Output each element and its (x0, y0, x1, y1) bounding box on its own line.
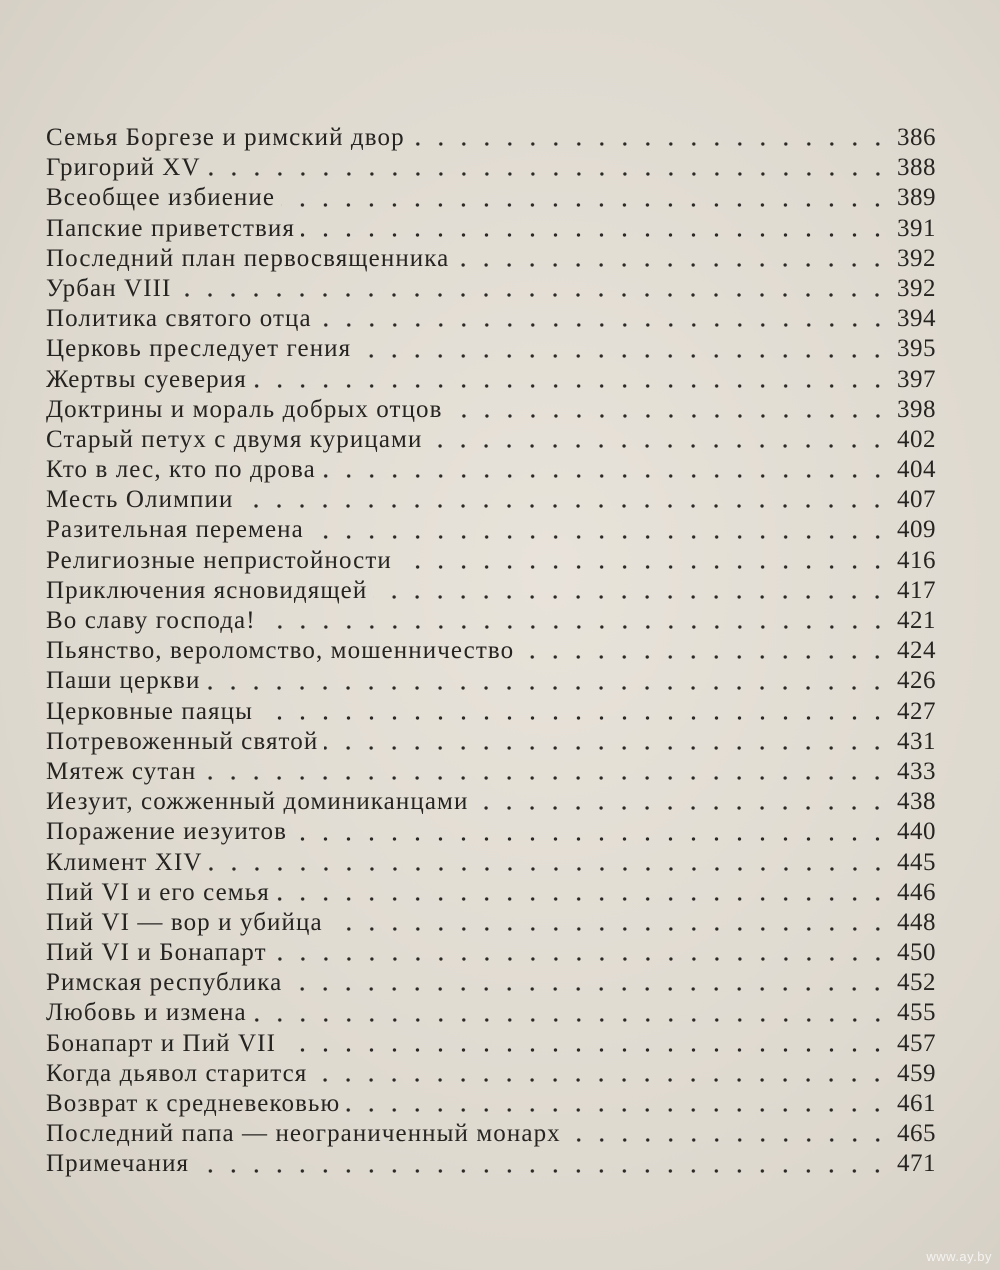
toc-entry-page-number: 431 (897, 727, 936, 755)
toc-entry-page-number: 445 (897, 848, 936, 876)
dot-leader (281, 186, 889, 208)
dot-leader (324, 729, 889, 751)
toc-entry (46, 878, 936, 908)
table-of-contents (46, 123, 936, 1180)
toc-entry (46, 576, 936, 606)
dot-leader (288, 970, 889, 992)
toc-entry-page-number: 427 (897, 697, 936, 725)
toc-entry (46, 1089, 936, 1119)
toc-entry-page-number: 407 (897, 486, 936, 514)
toc-entry (46, 938, 936, 968)
toc-entry-title: Последний папа — неограниченный монарх (46, 1120, 561, 1148)
toc-entry (46, 515, 936, 545)
dot-leader (259, 699, 889, 721)
toc-entry-title: Паши церкви (46, 667, 201, 695)
toc-entry-page-number: 416 (897, 546, 936, 574)
toc-entry-title: Пий VI и Бонапарт (46, 939, 267, 967)
toc-entry-title: Любовь и измена (46, 999, 247, 1027)
toc-entry (46, 214, 936, 244)
dot-leader (253, 367, 889, 389)
toc-entry-title: Месть Олимпии (46, 486, 234, 514)
toc-entry-page-number: 417 (897, 576, 936, 604)
toc-entry (46, 636, 936, 666)
toc-entry-title: Церковь преследует гения (46, 335, 352, 363)
toc-entry-page-number: 398 (897, 395, 936, 423)
toc-entry-title: Пий VI и его семья (46, 878, 270, 906)
dot-leader (195, 1152, 889, 1174)
toc-entry-page-number: 433 (897, 757, 936, 785)
toc-entry-page-number: 452 (897, 969, 936, 997)
dot-leader (329, 910, 889, 932)
toc-entry (46, 123, 936, 153)
toc-entry-page-number: 424 (897, 637, 936, 665)
dot-leader (373, 578, 889, 600)
toc-entry (46, 153, 936, 183)
toc-entry (46, 727, 936, 757)
toc-entry (46, 365, 936, 395)
toc-entry (46, 757, 936, 787)
toc-entry-title: Церковные паяцы (46, 697, 254, 725)
toc-entry-title: Семья Боргезе и римский двор (46, 124, 405, 151)
dot-leader (520, 638, 889, 660)
toc-entry (46, 304, 936, 334)
toc-entry-page-number: 457 (897, 1029, 936, 1057)
toc-entry (46, 485, 936, 515)
toc-entry-page-number: 461 (897, 1090, 936, 1117)
toc-entry-page-number: 389 (897, 184, 936, 212)
toc-entry-title: Папские приветствия (46, 214, 296, 242)
toc-entry-page-number: 471 (897, 1150, 936, 1178)
toc-entry-page-number: 450 (897, 939, 936, 967)
toc-entry-title: Всеобщее избиение (46, 184, 276, 212)
toc-entry-title: Пьянство, вероломство, мошенничество (46, 637, 515, 665)
toc-entry-page-number: 402 (897, 425, 936, 453)
toc-entry-page-number: 426 (897, 667, 936, 695)
toc-entry-page-number: 409 (897, 516, 936, 544)
toc-entry (46, 546, 936, 576)
dot-leader (253, 1001, 889, 1023)
dot-leader (239, 487, 889, 509)
toc-entry-title: Примечания (46, 1150, 190, 1178)
dot-leader (273, 940, 889, 962)
dot-leader (357, 337, 889, 359)
toc-entry-title: Доктрины и мораль добрых отцов (46, 395, 443, 423)
toc-entry-page-number: 404 (897, 456, 936, 484)
dot-leader (202, 759, 889, 781)
toc-entry-title: Жертвы суеверия (46, 365, 247, 393)
toc-entry-page-number: 446 (897, 878, 936, 906)
watermark: www.ay.by (926, 1249, 992, 1264)
toc-entry-title: Мятеж сутан (46, 757, 197, 785)
toc-entry-title: Во славу господа! (46, 607, 256, 634)
toc-entry (46, 425, 936, 455)
toc-entry (46, 1149, 936, 1179)
toc-entry-title: Последний план первосвященника (46, 244, 450, 272)
toc-entry-title: Когда дьявол старится (46, 1059, 308, 1087)
toc-entry (46, 817, 936, 847)
dot-leader (411, 125, 889, 147)
toc-entry (46, 787, 936, 817)
toc-entry-page-number: 392 (897, 274, 936, 302)
toc-entry-title: Бонапарт и Пий VII (46, 1029, 277, 1057)
toc-entry-title: Потревоженный святой (46, 727, 319, 755)
dot-leader (209, 850, 889, 872)
dot-leader (313, 1061, 889, 1083)
toc-entry (46, 666, 936, 696)
toc-entry (46, 244, 936, 274)
toc-entry-title: Приключения ясновидящей (46, 576, 368, 604)
toc-entry-title: Поражение иезуитов (46, 818, 288, 846)
toc-entry-title: Иезуит, сожженный доминиканцами (46, 788, 469, 816)
dot-leader (567, 1121, 889, 1143)
toc-entry (46, 606, 936, 636)
toc-entry-title: Старый петух с двумя курицами (46, 425, 423, 453)
dot-leader (322, 457, 889, 479)
toc-entry (46, 998, 936, 1028)
toc-entry (46, 395, 936, 425)
dot-leader (262, 608, 889, 630)
toc-entry-page-number: 440 (897, 818, 936, 846)
toc-entry-page-number: 386 (897, 124, 936, 151)
dot-leader (449, 397, 889, 419)
dot-leader (207, 155, 889, 177)
toc-entry-title: Урбан VIII (46, 274, 172, 302)
dot-leader (310, 518, 889, 540)
toc-entry (46, 968, 936, 998)
toc-entry-title: Политика святого отца (46, 305, 312, 333)
toc-entry-title: Религиозные непристойности (46, 546, 392, 574)
toc-entry (46, 908, 936, 938)
toc-entry (46, 274, 936, 304)
toc-entry-page-number: 465 (897, 1120, 936, 1148)
dot-leader (276, 880, 889, 902)
toc-entry-page-number: 455 (897, 999, 936, 1027)
toc-entry-title: Пий VI — вор и убийца (46, 908, 323, 936)
toc-entry-page-number: 438 (897, 788, 936, 816)
toc-entry-page-number: 391 (897, 214, 936, 242)
toc-entry-page-number: 448 (897, 908, 936, 936)
toc-entry-page-number: 394 (897, 305, 936, 333)
toc-entry-page-number: 397 (897, 365, 936, 393)
toc-entry-page-number: 395 (897, 335, 936, 363)
toc-entry (46, 1029, 936, 1059)
dot-leader (177, 276, 889, 298)
toc-entry (46, 1059, 936, 1089)
toc-entry-title: Возврат к средневековью (46, 1090, 341, 1117)
toc-entry (46, 183, 936, 213)
dot-leader (428, 427, 889, 449)
toc-entry (46, 455, 936, 485)
toc-entry (46, 1119, 936, 1149)
toc-entry-title: Разительная перемена (46, 516, 304, 544)
dot-leader (293, 820, 889, 842)
toc-entry-title: Климент XIV (46, 848, 203, 876)
toc-entry-page-number: 388 (897, 154, 936, 182)
dot-leader (282, 1031, 889, 1053)
toc-entry (46, 697, 936, 727)
dot-leader (474, 789, 889, 811)
dot-leader (398, 548, 889, 570)
toc-entry-page-number: 392 (897, 244, 936, 272)
dot-leader (301, 216, 889, 238)
toc-entry-page-number: 459 (897, 1059, 936, 1087)
toc-entry (46, 334, 936, 364)
toc-entry-title: Григорий XV (46, 154, 201, 182)
toc-entry-title: Римская республика (46, 969, 283, 997)
toc-entry-page-number: 421 (897, 607, 936, 634)
dot-leader (318, 306, 889, 328)
dot-leader (206, 669, 889, 691)
dot-leader (455, 246, 889, 268)
toc-entry-title: Кто в лес, кто по дрова (46, 456, 316, 484)
toc-entry (46, 848, 936, 878)
dot-leader (346, 1091, 889, 1113)
